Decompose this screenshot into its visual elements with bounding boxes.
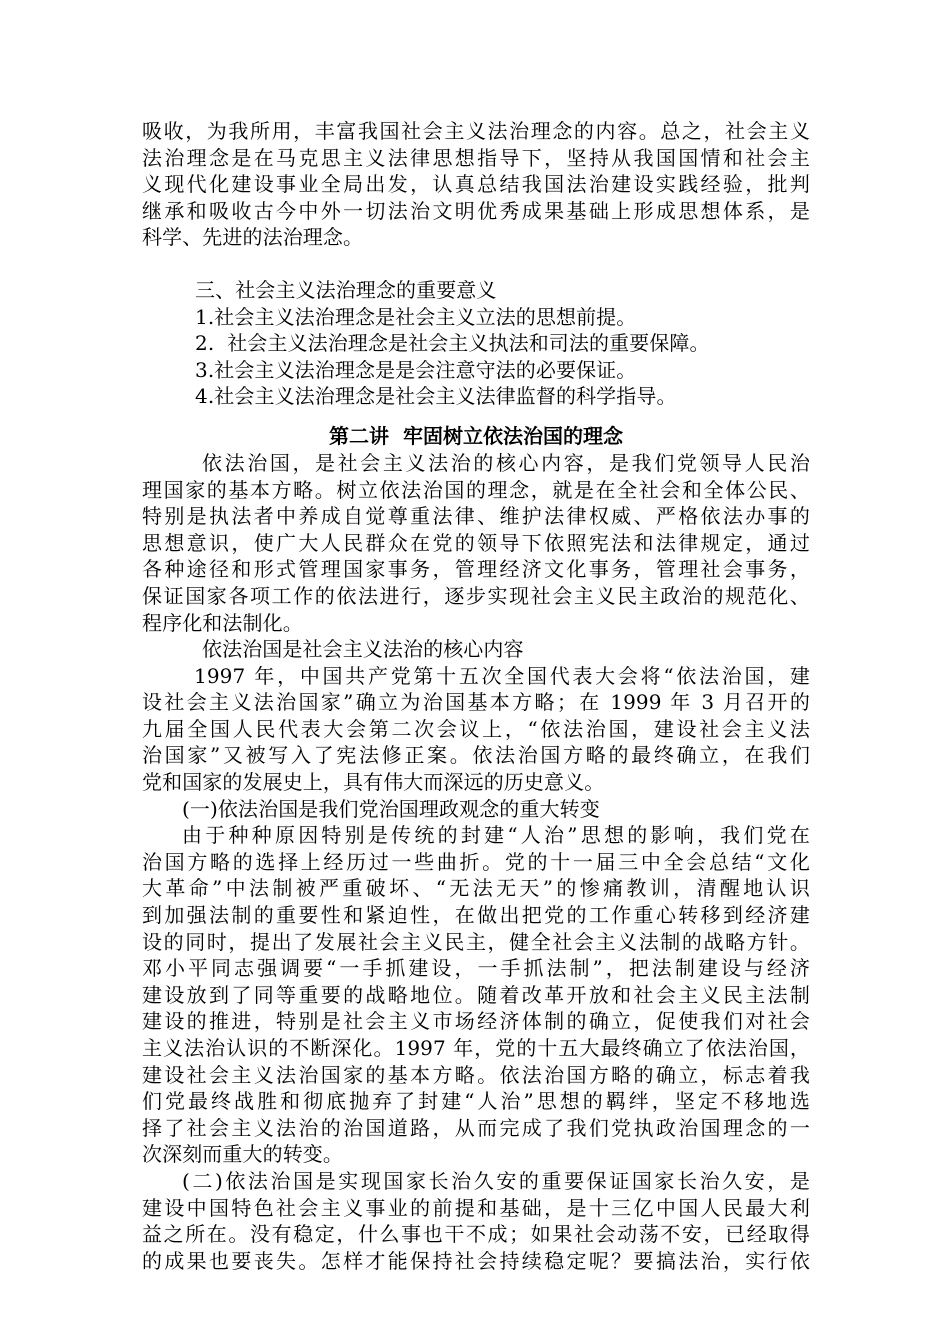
- paragraph-gap: [142, 251, 810, 277]
- text-line: 1997 年，中国共产党第十五次全国代表大会将“依法治国，建: [194, 663, 810, 688]
- text-line: 设社会主义法治国家”确立为治国基本方略；在 1999 年 3 月召开的: [142, 690, 810, 715]
- text-line: 们党最终战胜和彻底抛弃了封建“人治”思想的羁绊，坚定不移地选: [142, 1089, 810, 1114]
- text-line: 治国方略的选择上经历过一些曲折。党的十一届三中全会总结“文化: [142, 849, 810, 874]
- text-line: 程序化和法制化。: [142, 610, 303, 635]
- text-line: 益之所在。没有稳定，什么事也干不成；如果社会动荡不安，已经取得: [142, 1222, 810, 1247]
- text-line: (二)依法治国是实现国家长治久安的重要保证国家长治久安，是: [182, 1168, 810, 1193]
- paragraph-2: [142, 663, 810, 796]
- text-line: 治国家”又被写入了宪法修正案。依法治国方略的最终确立，在我们: [142, 743, 810, 768]
- list-item: 1.社会主义法治理念是社会主义立法的思想前提。: [195, 304, 637, 329]
- document-page: [142, 118, 810, 1274]
- text-line: 大革命”中法制被严重破坏、“无法无天”的惨痛教训，清醒地认识: [142, 876, 810, 901]
- text-line: 依法治国，是社会主义法治的核心内容，是我们党领导人民治: [202, 450, 810, 475]
- text-line: 由于种种原因特别是传统的封建“人治”思想的影响，我们党在: [182, 823, 810, 848]
- text-line: 次深刻而重大的转变。: [142, 1142, 343, 1167]
- text-line: 保证国家各项工作的依法进行，逐步实现社会主义民主政治的规范化、: [142, 583, 810, 608]
- text-line: 党和国家的发展史上，具有伟大而深远的历史意义。: [142, 770, 605, 795]
- section-title: 三、社会主义法治理念的重要意义: [195, 277, 497, 302]
- text-line: 到加强法制的重要性和紧迫性，在做出把党的工作重心转移到经济建: [142, 903, 810, 928]
- text-line: 各种途径和形式管理国家事务，管理经济文化事务，管理社会事务，: [142, 557, 810, 582]
- lecture-heading: 第二讲 牢固树立依法治国的理念: [329, 423, 623, 448]
- text-line: 特别是执法者中养成自觉尊重法律、维护法律权威、严格依法办事的: [142, 504, 810, 529]
- point-1-title: (一)依法治国是我们党治国理政观念的重大转变: [182, 796, 600, 821]
- text-line: 继承和吸收古今中外一切法治文明优秀成果基础上形成思想体系，是: [142, 198, 810, 223]
- text-line: 择了社会主义法治的治国道路，从而完成了我们党执政治国理念的一: [142, 1115, 810, 1140]
- text-line: 建设中国特色社会主义事业的前提和基础，是十三亿中国人民最大利: [142, 1195, 810, 1220]
- text-line: 设的同时，提出了发展社会主义民主，健全社会主义法制的战略方针。: [142, 929, 810, 954]
- list-item: 3.社会主义法治理念是是会注意守法的必要保证。: [195, 357, 637, 382]
- text-line: 主义法治认识的不断深化。1997 年，党的十五大最终确立了依法治国，: [142, 1036, 810, 1060]
- text-line: 法治理念是在马克思主义法律思想指导下，坚持从我国国情和社会主: [142, 145, 810, 170]
- text-line: 建设的推进，特别是社会主义市场经济体制的确立，促使我们对社会: [142, 1009, 810, 1034]
- sub-heading: 依法治国是社会主义法治的核心内容: [202, 637, 524, 662]
- text-line: 建设社会主义法治国家的基本方略。依法治国方略的确立，标志着我: [142, 1062, 810, 1087]
- intro-paragraph: [142, 118, 810, 251]
- paragraph-4: [142, 1168, 810, 1274]
- text-line: 建设放到了同等重要的战略地位。随着改革开放和社会主义民主法制: [142, 982, 810, 1007]
- list-item: 2. 社会主义法治理念是社会主义执法和司法的重要保障。: [195, 331, 710, 356]
- text-line: 九届全国人民代表大会第二次会议上，“依法治国，建设社会主义法: [142, 716, 810, 741]
- text-line: 邓小平同志强调要“一手抓建设，一手抓法制”，把法制建设与经济: [142, 956, 810, 981]
- text-line: 理国家的基本方略。树立依法治国的理念，就是在全社会和全体公民、: [142, 477, 810, 502]
- text-line: 科学、先进的法治理念。: [142, 225, 364, 250]
- text-line: 的成果也要丧失。怎样才能保持社会持续稳定呢？要搞法治，实行依: [142, 1248, 810, 1273]
- paragraph-1: [142, 450, 810, 636]
- text-line: 义现代化建设事业全局出发，认真总结我国法治建设实践经验，批判: [142, 172, 810, 197]
- text-line: 吸收，为我所用，丰富我国社会主义法治理念的内容。总之，社会主义: [142, 119, 810, 143]
- text-line: 思想意识，使广大人民群众在党的领导下依照宪法和法律规定，通过: [142, 530, 810, 555]
- section-3: [142, 277, 810, 410]
- paragraph-3: [142, 822, 810, 1168]
- list-item: 4.社会主义法治理念是社会主义法律监督的科学指导。: [195, 384, 677, 409]
